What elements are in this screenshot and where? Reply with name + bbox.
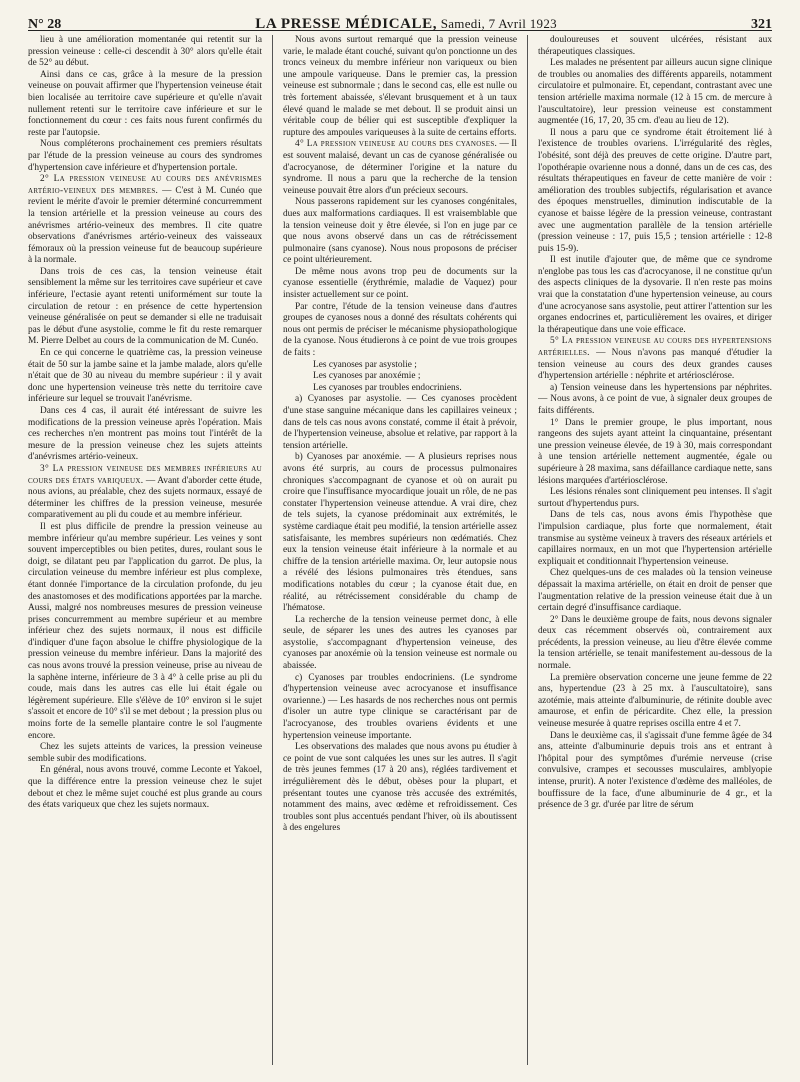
column-1 [28, 35, 262, 1065]
column-2 [283, 35, 517, 1065]
paragraph: lieu à une amélioration momentanée qui retentit sur la pression veineuse : celle-ci descendit à 30° alors qu'elle était de 52° au début. [28, 35, 262, 69]
paragraph: Il est plus difficile de prendre la pression veineuse au membre inférieur qu'au membre supérieur. Les veines y sont souvent imperceptibles ou bien petites, dures, roulant sous le doigt, se dilatant peu par l'application du garrot. De plus, la circulation veineuse du membre inférieur est plus complexe, étant donnée l'importance de la circulation profonde, du jeu des anastomoses et des modifications apportées par la marche. Aussi, malgré nos nombreuses mesures de pression veineuse prises concurremment au membre supérieur et au membre inférieur chez des sujets normaux, il nous est difficile d'indiquer d'une façon absolue le chiffre physiologique de la pression veineuse du membre inférieur. Dans la majorité des cas nous avons trouvé la pression veineuse, prise au niveau de la saphène interne, inférieure de 3 à 4° à celle prise au pli du coude, mais dans les autres cas elle lui était égale ou légèrement supérieure. Elle s'élève de 10° environ si le sujet s'assoit et encore de 10° s'il se met debout ; la pression plus ou moins forte de la semelle plantaire contre le sol l'augmente encore. [28, 521, 262, 741]
section-paragraph [28, 464, 262, 522]
section-heading: 5° La pression veineuse au cours des hypertensions artérielles. [538, 336, 772, 359]
running-title [255, 16, 557, 33]
section-text: — Nous n'avons pas manqué d'étudier la tension veineuse au cours des deux grandes causes d'hypertension artérielle : néphrite et artériosclérose. [538, 348, 772, 382]
paragraph: Nous avons surtout remarqué que la pression veineuse varie, le malade étant couché, suivant qu'on ponctionne un des troncs veineux du membre inférieur non variqueux ou bien une ampoule variqueuse. Dans le premier cas, la pression veineuse est subnormale ; dans le second cas, elle est nulle ou très fortement abaissée, s'élevant brusquement et à un taux élevé quand le malade se met debout. Il se produit ainsi un véritable coup de bélier qui est susceptible d'expliquer la rupture des ampoules variqueuses à la suite de certains efforts. [283, 35, 517, 138]
issue-date: Samedi, 7 Avril 1923 [440, 16, 557, 31]
paragraph: Il nous a paru que ce syndrome était étroitement lié à l'existence de troubles ovariens. L'irrégularité des règles, l'obésité, sont déjà des preuves de cette origine. D'autre part, l'opothérapie ovarienne nous a donné, dans un de ces cas, des résultats thérapeutiques en faveur de cette manière de voir : amélioration des troubles subjectifs, régularisation et avance des époques menstruelles, diminution indiscutable de la cyanose et baisse légère de la pression veineuse, contrastant avec une augmentation parallèle de la tension artérielle (pression veineuse : 17, puis 15,5 ; tension artérielle : 12-8 puis 15-9). [538, 127, 772, 254]
paragraph: Chez quelques-uns de ces malades où la tension veineuse dépassait la maxima artérielle, on était en droit de penser que l'augmentation relative de la pression veineuse était due à un certain degré d'insuffisance cardiaque. [538, 568, 772, 614]
paragraph: 1° Dans le premier groupe, le plus important, nous rangeons des sujets ayant atteint la cinquantaine, présentant une pression veineuse élevée, de 19 à 30, mais correspondant à une tension artérielle nettement augmentée, égale ou supérieure à 28 maxima, sans défaillance cardiaque nette, sans lésions marquées d'artériosclérose. [538, 417, 772, 486]
list-item: Les cyanoses par anoxémie ; [313, 371, 421, 382]
paragraph: douloureuses et souvent ulcérées, résistant aux thérapeutiques classiques. [538, 35, 772, 57]
paragraph: Dans ces 4 cas, il aurait été intéressant de suivre les modifications de la pression veineuse après l'opération. Mais ces recherches n'en montrent pas moins tout l'intérêt de la mesure de la pression veineuse chez les sujets atteints d'anévrismes artério-veineux. [28, 406, 262, 463]
paragraph: a) Cyanoses par asystolie. — Ces cyanoses procèdent d'une stase sanguine mécanique dans les capillaires veineux ; dans de tels cas nous avons constaté, comme il était à prévoir, de l'hypertension veineuse, absolue et relative, par rapport à la tension artérielle. [283, 394, 517, 451]
paragraph: La recherche de la tension veineuse permet donc, à elle seule, de séparer les unes des autres les cyanoses par asystolie, s'accompagnant d'hypertension veineuse, des cyanoses par anoxémie où la tension veineuse est normale ou abaissée. [283, 614, 517, 672]
paragraph: Par contre, l'étude de la tension veineuse dans d'autres groupes de cyanoses nous a donné des résultats cohérents qui nous ont permis de préciser le mécanisme physiopathologique de la cyanose. Nous étudierons à ce point de vue trois groupes de faits : [283, 301, 517, 359]
paragraph: a) Tension veineuse dans les hypertensions par néphrites. — Nous avons, à ce point de vue, à signaler deux groupes de faits différents. [538, 382, 772, 416]
paragraph: Les observations des malades que nous avons pu étudier à ce point de vue sont calquées les unes sur les autres. Il s'agit de très jeunes femmes (17 à 20 ans), réglées tardivement et irrégulièrement dès le début, obèses pour la plupart, et présentant toutes une cyanose très accusée des extrémités, notamment des mains, avec œdème et refroidissement. Ces troubles sont plus accentués pendant l'hiver, où ils aboutissent à des engelures [283, 742, 517, 834]
paragraph: La première observation concerne une jeune femme de 22 ans, hypertendue (23 à 25 mx. à l'auscultatoire), sans azotémie, mais atteinte d'albuminurie, de rétinite double avec amaurose, et enfin de péricardite. Chez elle, la pression veineuse mesurée à quatre reprises oscilla entre 4 et 7. [538, 672, 772, 730]
paragraph: Il est inutile d'ajouter que, de même que ce syndrome n'englobe pas tous les cas d'acrocyanose, il ne constitue qu'un des aspects cliniques de la dysovarie. Il n'en reste pas moins vrai que la constatation d'une hypertension veineuse, au cours d'une acrocyanose sans asystolie, peut attirer l'attention sur les organes endocrines et, particulièrement les ovaires, et diriger la thérapeutique dans une voie efficace. [538, 255, 772, 335]
paragraph: 2° Dans le deuxième groupe de faits, nous devons signaler deux cas récemment observés où, contrairement aux précédents, la pression veineuse, au lieu d'être élevée comme la tension artérielle, se tenait manifestement au-dessous de la normale. [538, 614, 772, 672]
paragraph: De même nous avons trop peu de documents sur la cyanose essentielle (érythrémie, maladie de Vaquez) pour insister actuellement sur ce point. [283, 266, 517, 301]
paragraph: En général, nous avons trouvé, comme Leconte et Yakoel, que la différence entre la pression veineuse chez le sujet debout et chez le même sujet couché est plus grande au cours des états variqueux que chez les sujets normaux. [28, 765, 262, 811]
column-divider [272, 35, 273, 1065]
list-item: Les cyanoses par asystolie ; [313, 359, 417, 370]
page-header [28, 0, 772, 30]
section-paragraph [538, 336, 772, 382]
paragraph: Les malades ne présentent par ailleurs aucun signe clinique de troubles ou anomalies des différents appareils, notamment circulatoire et pulmonaire. Et, cependant, contrastant avec une tension artérielle maxima normale (12 à 15 cm. de mercure à l'auscultatoire), leur pression veineuse est constamment augmentée (16, 17, 20, 35 cm. d'eau au lieu de 12). [538, 58, 772, 127]
paragraph: Dans trois de ces cas, la tension veineuse était sensiblement la même sur les territoires cave supérieur et cave inférieure, l'ectasie ayant retenti uniformément sur toute la circulation de retour : en présence de cette hypertension veineuse généralisée on peut se demander si elle ne traduisait pas le début d'une asystolie, comme le fit du reste remarquer M. Pierre Delbet au cours de la communication de M. Cunéo. [28, 266, 262, 347]
paragraph: Dans le deuxième cas, il s'agissait d'une femme âgée de 34 ans, atteinte d'albuminurie depuis trois ans et entrant à l'hôpital pour des symptômes d'urémie nerveuse (crise convulsive, crampes et secousses musculaires, amblyopie intense, prurit). A noter l'existence d'œdème des malléoles, de bouffissure de la face, d'une albuminurie de 4 gr., et la présence de 3 gr. d'urée par litre de sérum [538, 730, 772, 811]
page-number: 321 [751, 17, 772, 32]
paragraph: Nous passerons rapidement sur les cyanoses congénitales, dues aux malformations cardiaques. Il est vraisemblable que la tension veineuse doit y être élevée, si l'on en juge par ce que nous avons observé dans un cas de rétrécissement pulmonaire (sans cyanose). Nous nous proposons de préciser ce point ultérieurement. [283, 197, 517, 266]
paragraph: b) Cyanoses par anoxémie. — A plusieurs reprises nous avons été surpris, au cours de processus pulmonaires chroniques s'accompagnant de cyanose et où on aurait pu croire que l'insuffisance myocardique jouait un rôle, de ne pas constater l'hypertension veineuse attendue. A vrai dire, chez de tels sujets, la cyanose prédominait aux extrémités, le système cardiaque était peu modifié, la tension artérielle assez satisfaisante, les membres supérieurs non œdématiés. Chez eux la tension veineuse était inférieure à la normale et au chiffre de la tension artérielle maxima. Or, leur autopsie nous a révélé des lésions pulmonaires très étendues, sans modifications notables du cœur ; la cyanose était due, en réalité, au rétrécissement considérable du champ de l'hématose. [283, 452, 517, 614]
section-heading: 3° La pression veineuse des membres inférieurs au cours des états variqueux. [28, 463, 262, 486]
section-heading: 4° La pression veineuse au cours des cyanoses. [295, 139, 498, 150]
journal-name: LA PRESSE MÉDICALE, [255, 16, 438, 32]
paragraph: Les lésions rénales sont cliniquement peu intenses. Il s'agit surtout d'hypertendus purs. [538, 487, 772, 509]
paragraph: c) Cyanoses par troubles endocriniens. (Le syndrome d'hypertension veineuse avec acrocyanose et insuffisance ovarienne.) — Les hasards de nos recherches nous ont permis d'isoler un autre type clinique se caractérisant par de l'acrocyanose, des troubles ovariens évidents et une hypertension veineuse importante. [283, 672, 517, 741]
list-item: Les cyanoses par troubles endocriniens. [313, 382, 462, 393]
section-text: — Il est souvent malaisé, devant un cas de cyanose généralisée ou d'acrocyanose, de déterminer l'origine et la nature du syndrome. Il nous a paru que la recherche de la tension veineuse pouvait être alors d'un précieux secours. [283, 139, 517, 196]
paragraph: En ce qui concerne le quatrième cas, la pression veineuse était de 50 sur la jambe saine et la jambe malade, alors qu'elle n'était que de 30 au niveau du membre supérieur : il y avait donc une hypertension veineuse très nette du territoire cave inférieure sur lequel se trouvait l'anévrisme. [28, 348, 262, 405]
section-paragraph [283, 139, 517, 197]
column-divider [527, 35, 528, 1065]
section-text: — Avant d'aborder cette étude, nous avions, au préalable, chez des sujets normaux, essayé de déterminer les chiffres de la pression veineuse, mesurée comparativement au pli du coude et au membre inférieur. [28, 475, 262, 521]
section-text: — C'est à M. Cunéo que revient le mérite d'avoir le premier déterminé concurremment la tension artérielle et la pression veineuse au cours des anévrismes artério-veineux des membres. Il cite quatre observations d'anévrismes artério-veineux des vaisseaux fémoraux où la pression veineuse fut de beaucoup supérieure à la normale. [28, 185, 262, 266]
section-heading: 2° La pression veineuse au cours des anévrismes artério-veineux des membres. [28, 174, 262, 196]
issue-number: N° 28 [28, 17, 62, 32]
paragraph: Nous compléterons prochainement ces premiers résultats par l'étude de la pression veineuse au cours des syndromes d'hypertension cave inférieure et d'hypertension portale. [28, 139, 262, 173]
paragraph: Dans de tels cas, nous avons émis l'hypothèse que l'impulsion cardiaque, plus forte que normalement, était transmise au système veineux à travers des réseaux artériels et capillaires normaux, en un mot que l'hypertension artérielle expliquait et conditionnait l'hypertension veineuse. [538, 510, 772, 567]
paragraph: Chez les sujets atteints de varices, la pression veineuse semble subir des modifications. [28, 742, 262, 764]
case-list [283, 360, 517, 395]
paragraph: Ainsi dans ce cas, grâce à la mesure de la pression veineuse on pouvait affirmer que l'hypertension veineuse était bien localisée au territoire cave supérieure et qu'elle n'avait nullement retenti sur le territoire cave inférieure et sur le fonctionnement du cœur : ces faits nous furent confirmés du reste par l'autopsie. [28, 69, 262, 138]
column-3 [538, 35, 772, 1065]
section-paragraph [28, 174, 262, 267]
text-columns [28, 35, 772, 1065]
